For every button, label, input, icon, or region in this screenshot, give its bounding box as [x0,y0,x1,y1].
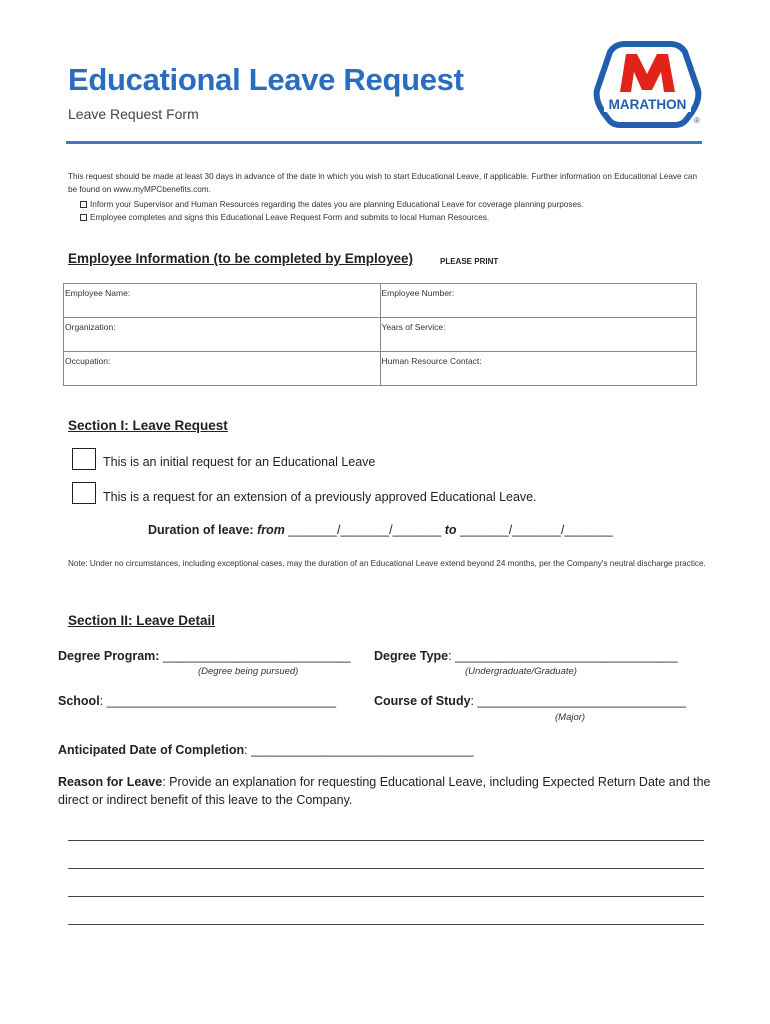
marathon-logo [590,40,705,130]
extension-request-label: This is a request for an extension of a previously approved Educational Leave. [103,490,537,504]
employee-info-table [63,283,697,386]
page-subtitle: Leave Request Form [68,106,199,122]
page-title: Educational Leave Request [68,62,464,97]
bullet-box-icon [80,201,87,208]
school-field[interactable]: School: _________________________________ [58,694,337,708]
reason-for-leave: Reason for Leave: Provide an explanation for requesting Educational Leave, including Expected Return Date and the direct or indirect benefit of this leave to the Company. [58,775,711,807]
bullet-item: Inform your Supervisor and Human Resources regarding the dates you are planning Educational Leave for coverage planning purposes. [80,200,583,209]
initial-request-label: This is an initial request for an Educational Leave [103,455,376,469]
registered-mark: ® [694,116,700,125]
extension-request-checkbox[interactable] [72,482,96,504]
completion-date-field[interactable]: Anticipated Date of Completion: ________________________________ [58,743,474,757]
employee-name-field[interactable]: Employee Name: [64,284,381,318]
degree-program-hint: (Degree being pursued) [198,666,299,677]
reason-input-line[interactable] [68,924,704,925]
duration-of-leave: Duration of leave: from _______/_______/_______ to _______/_______/_______ [148,523,613,537]
course-of-study-hint: (Major) [555,712,586,723]
intro-text: This request should be made at least 30 days in advance of the date in which you wish to start Educational Leave, if applicable. Further information on Educational Leave can be found on www.myMPCbenefits.com. [68,172,697,194]
from-date-field[interactable]: _______/_______/_______ [288,523,442,537]
bullet-item: Employee completes and signs this Educational Leave Request Form and submits to local Human Resources. [80,213,489,222]
section2-heading: Section II: Leave Detail [68,613,216,628]
hr-contact-field[interactable]: Human Resource Contact: [380,352,697,386]
reason-input-line[interactable] [68,868,704,869]
course-of-study-field[interactable]: Course of Study: ______________________________ [374,694,687,708]
to-date-field[interactable]: _______/_______/_______ [460,523,613,537]
degree-type-hint: (Undergraduate/Graduate) [465,666,577,677]
header-divider [66,141,702,144]
degree-type-field[interactable]: Degree Type: ________________________________ [374,649,678,663]
please-print-label: PLEASE PRINT [440,257,499,266]
logo-wordmark: MARATHON [608,97,687,112]
years-of-service-field[interactable]: Years of Service: [380,318,697,352]
employee-info-heading: Employee Information (to be completed by Employee) [68,251,414,266]
section1-heading: Section I: Leave Request [68,418,228,433]
reason-input-line[interactable] [68,896,704,897]
duration-note: Note: Under no circumstances, including exceptional cases, may the duration of an Educational Leave extend beyond 24 months, per the Company's neutral discharge practice. [68,559,706,568]
bullet-box-icon [80,214,87,221]
initial-request-checkbox[interactable] [72,448,96,470]
organization-field[interactable]: Organization: [64,318,381,352]
reason-input-line[interactable] [68,840,704,841]
employee-number-field[interactable]: Employee Number: [380,284,697,318]
degree-program-field[interactable]: Degree Program: ___________________________ [58,649,351,663]
occupation-field[interactable]: Occupation: [64,352,381,386]
